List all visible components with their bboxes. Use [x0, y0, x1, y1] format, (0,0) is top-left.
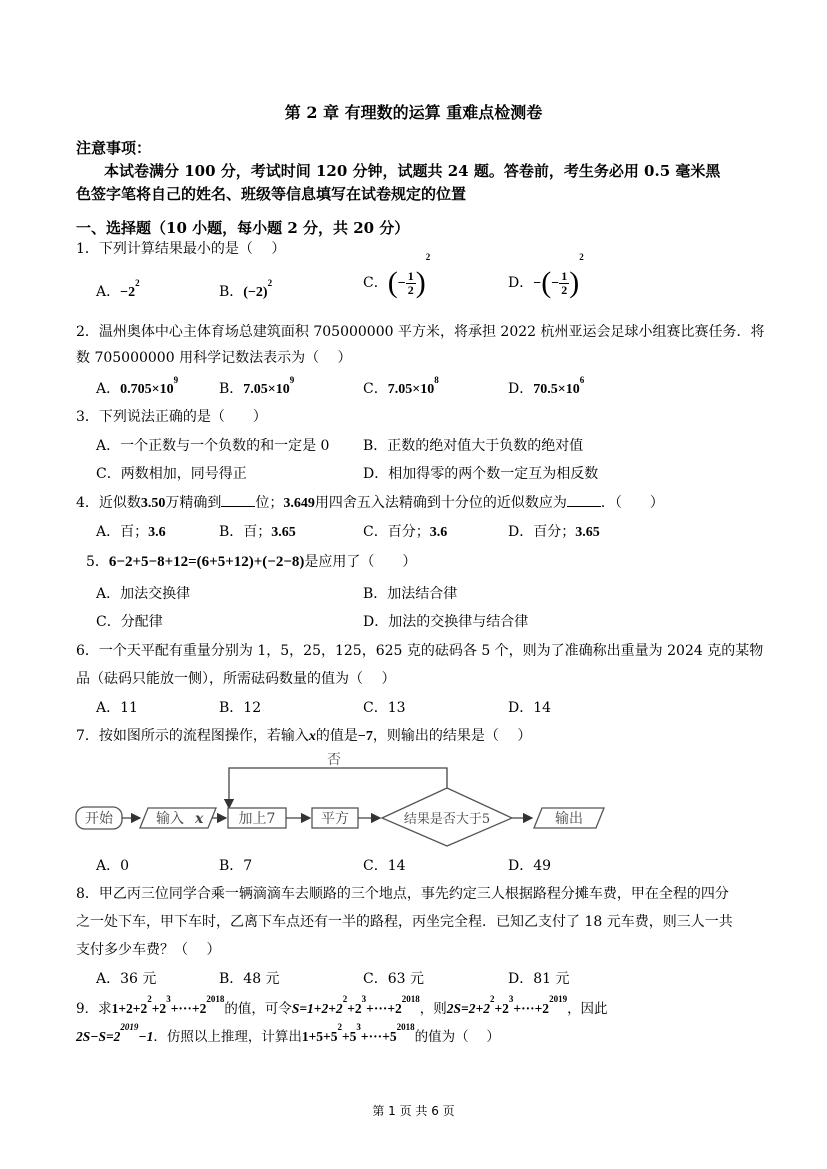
q1-option-d-label: D．	[508, 275, 534, 291]
q3-option-a: A．一个正数与一个负数的和一定是 0	[96, 438, 330, 454]
q2-option-d: D．$70.5\times 10^6$	[508, 375, 585, 397]
q2-option-c: C．$7.05\times 10^8$	[363, 375, 439, 397]
question-7-text: 7．按如图所示的流程图操作，若输入x的值是−7，则输出的结果是（ ）	[76, 728, 532, 744]
flow-output-label: 输出	[555, 811, 583, 827]
q4-option-a: A．百；3.6	[96, 524, 166, 540]
q1-option-c-minus: −	[397, 276, 406, 291]
q8-option-c: C．63 元	[363, 971, 424, 987]
q3-option-b: B．正数的绝对值大于负数的绝对值	[363, 438, 584, 454]
q1-option-d-fraction: $\frac{1}{2}$	[561, 268, 568, 297]
q1-option-b-exp: 2	[267, 278, 273, 288]
flow-square-label: 平方	[321, 811, 349, 827]
question-3-text: 3．下列说法正确的是（ ）	[76, 409, 267, 425]
q1-option-d-exp: 2	[579, 252, 584, 262]
flow-add-label: 加上7	[238, 811, 276, 827]
question-6-line-1: 6．一个天平配有重量分别为 1，5，25，125，625 克的砝码各 5 个，则为了准确称出重量为 2024 克的某物	[76, 643, 764, 659]
q8-option-b: B．48 元	[219, 971, 280, 987]
q4-option-d: D．百分；3.65	[508, 524, 600, 540]
notice-line-1: 本试卷满分 100 分，考试时间 120 分钟，试题共 24 题。答卷前，考生务必用 0.5 毫米黑	[104, 162, 721, 180]
q1-option-c: C．(− $\frac{1}{2}$ )$^2$	[363, 252, 431, 299]
page-title: 第 2 章 有理数的运算 重难点检测卷	[284, 103, 543, 122]
q8-option-d: D．81 元	[508, 971, 570, 987]
q7-option-a: A．0	[96, 858, 130, 874]
q1-option-a-label: A．	[96, 284, 121, 300]
notice-line-2: 色签字笔将自己的姓名、班级等信息填写在试卷规定的位置	[76, 185, 467, 203]
q3-option-c: C．两数相加，同号得正	[96, 466, 247, 482]
q3-option-d: D．相加得零的两个数一定互为相反数	[363, 466, 599, 482]
question-8-line-3: 支付多少车费？（ ）	[76, 942, 221, 958]
q1-option-b-expr: (−2)	[243, 285, 268, 300]
q6-option-a: A．11	[96, 700, 138, 716]
flowchart	[74, 748, 609, 848]
question-9-line-1: 9．求$1+2+2^2+2^3+\cdot\cdot\cdot+2^{2018}$的值，可令$S=1+2+2^2+2^3+\cdot\cdot\cdot+2^{2018}$，则$2S=2+2^2+2^3+\cdot\cdot\cdot+2^{2019}$，因此	[76, 994, 608, 1017]
q2-option-b: B．$7.05\times 10^9$	[219, 375, 295, 397]
q4-option-c: C．百分；3.6	[363, 524, 448, 540]
flow-input-var: x	[195, 811, 204, 827]
q7-option-d: D．49	[508, 858, 552, 874]
question-9-line-2: $2S-S=2^{2019}-1$．仿照以上推理，计算出$1+5+5^2+5^3+\cdot\cdot\cdot+5^{2018}$的值为（ ）	[76, 1022, 500, 1045]
question-2-line-2: 数 705000000 用科学记数法表示为（ ）	[76, 350, 352, 366]
q1-option-d: D．−(− $\frac{1}{2}$ )$^2$	[508, 252, 584, 299]
q5-option-a: A．加法交换律	[96, 586, 191, 602]
section-heading: 一、选择题（10 小题，每小题 2 分，共 20 分）	[76, 219, 410, 237]
q1-option-c-exp: 2	[425, 252, 431, 262]
q1-option-d-minus: −	[533, 276, 542, 291]
q1-option-a	[96, 278, 140, 301]
q5-option-c: C．分配律	[96, 614, 163, 630]
question-4-text: 4．近似数3.50万精确到 位；3.649用四舍五入法精确到十分位的近似数应为 ．（ ）	[76, 495, 664, 511]
q5-option-d: D．加法的交换律与结合律	[363, 614, 529, 630]
q1-option-c-label: C．	[363, 275, 388, 291]
question-5-text: 5．6−2+5−8+12=(6+5+12)+(−2−8)是应用了（ ）	[86, 554, 417, 570]
q5-option-b: B．加法结合律	[363, 586, 458, 602]
page-footer: 第 1 页 共 6 页	[372, 1104, 455, 1118]
answer-blank	[567, 494, 601, 507]
q2-option-a: A．$0.705\times 10^9$	[96, 375, 179, 397]
question-8-line-2: 之一处下车，甲下车时，乙离下车点还有一半的路程，丙坐完全程．已知乙支付了 18 元车费，则三人一共	[76, 914, 733, 930]
q6-option-c: C．13	[363, 700, 406, 716]
question-1-text: 1．下列计算结果最小的是（ ）	[76, 241, 286, 257]
q1-option-a-exp: 2	[135, 278, 140, 288]
q1-option-c-fraction: $\frac{1}{2}$	[407, 268, 414, 297]
flow-start-label: 开始	[85, 811, 113, 827]
q7-option-c: C．14	[363, 858, 406, 874]
notice-heading: 注意事项：	[76, 139, 152, 157]
q7-option-b: B．7	[219, 858, 253, 874]
q1-option-a-expr: −2	[120, 285, 136, 300]
question-2-line-1: 2．温州奥体中心主体育场总建筑面积 705000000 平方米，将承担 2022 杭州亚运会足球小组赛比赛任务．将	[76, 324, 765, 340]
q6-option-b: B．12	[219, 700, 262, 716]
flow-loop-arrow	[229, 768, 447, 808]
question-6-line-2: 品（砝码只能放一侧），所需砝码数量的值为（ ）	[76, 671, 396, 687]
q1-option-b-label: B．	[219, 284, 244, 300]
q4-option-b: B．百；3.65	[219, 524, 296, 540]
q6-option-d: D．14	[508, 700, 552, 716]
flow-input-label: 输入	[156, 811, 184, 827]
q1-option-d-inner-minus: −	[551, 276, 560, 291]
question-8-line-1: 8．甲乙丙三位同学合乘一辆滴滴车去顺路的三个地点，事先约定三人根据路程分摊车费，甲在全程的四分	[76, 886, 729, 902]
q8-option-a: A．36 元	[96, 971, 157, 987]
flow-decision-label: 结果是否大于5	[403, 812, 491, 827]
q1-option-b	[219, 278, 273, 301]
flow-label-no: 否	[327, 752, 341, 768]
answer-blank	[221, 494, 255, 507]
